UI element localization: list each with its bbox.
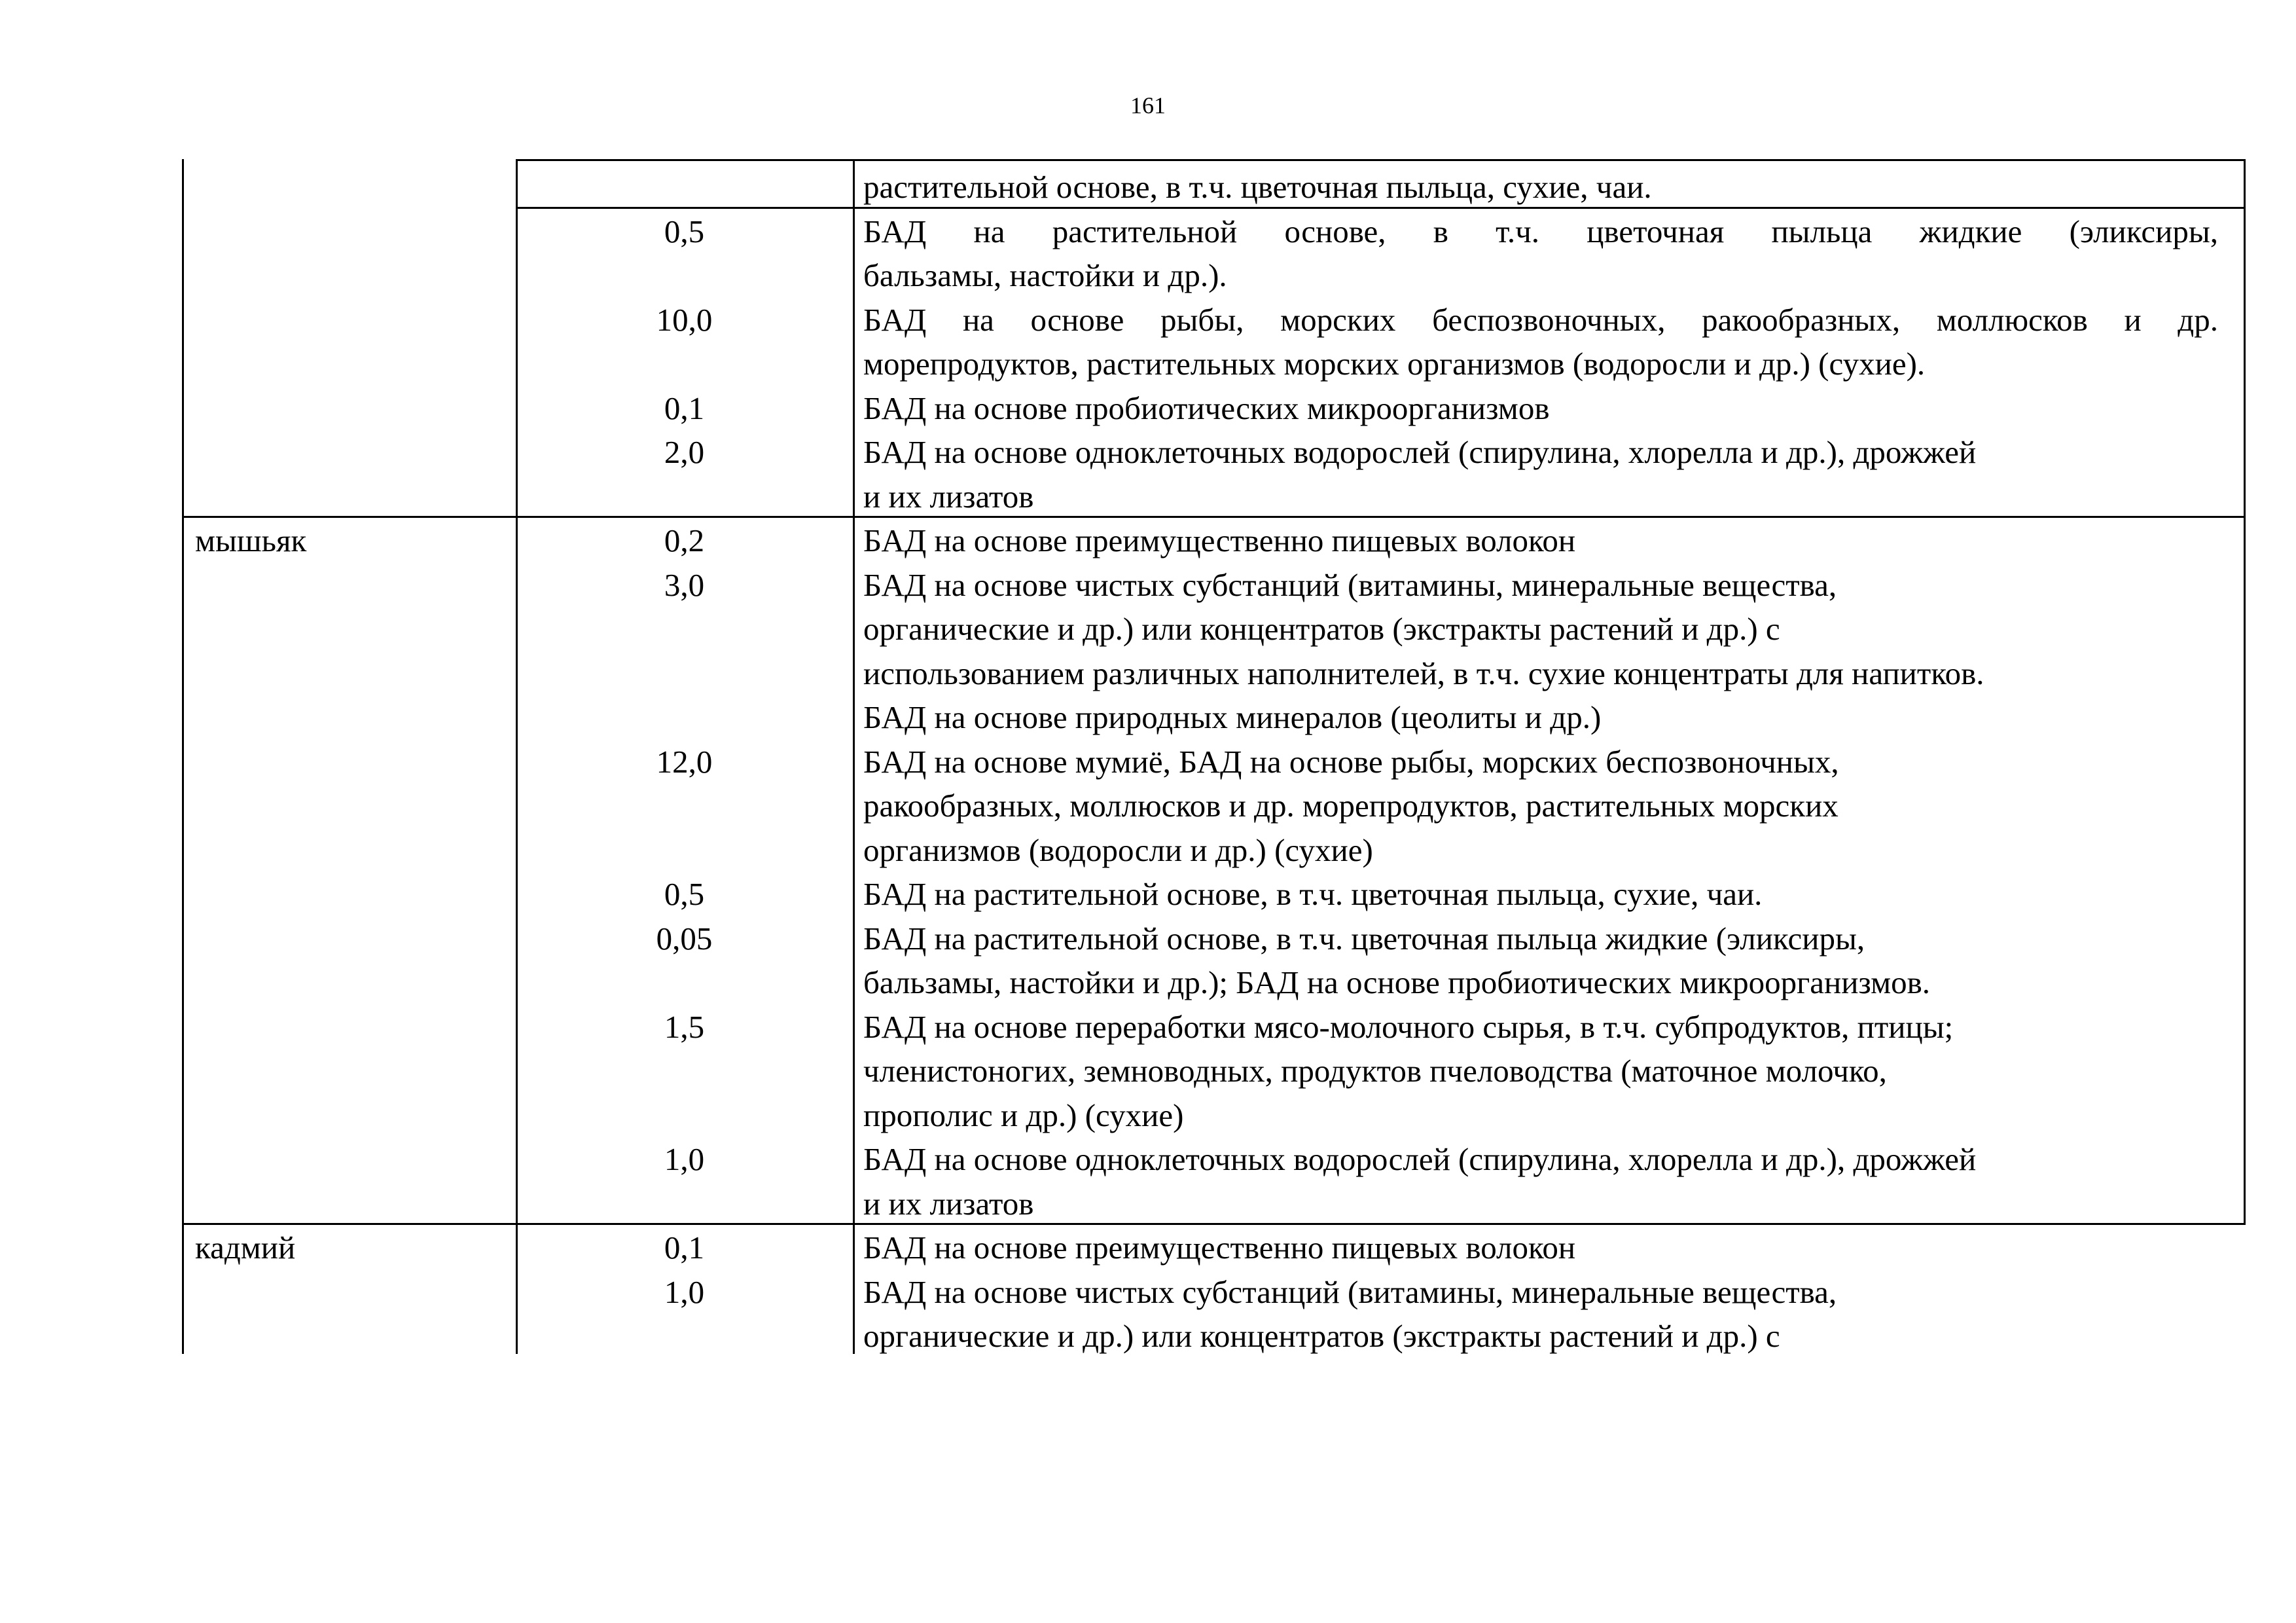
product-description-line: членистоногих, земноводных, продуктов пчеловодства (маточное молочко, <box>863 1053 1887 1089</box>
limit-value-cell: 0,5 <box>664 213 705 249</box>
product-description-line: органические и др.) или концентратов (экстракты растений и др.) с <box>863 611 1780 647</box>
product-description-line: органические и др.) или концентратов (экстракты растений и др.) с <box>863 1318 1780 1354</box>
product-description-line: БАД на основе природных минералов (цеолиты и др.) <box>863 699 1602 735</box>
product-description-line: БАД на основе переработки мясо-молочного сырья, в т.ч. субпродуктов, птицы; <box>863 1008 1954 1045</box>
limit-value-cell: 0,05 <box>656 920 713 957</box>
table-top-rule <box>516 159 2246 161</box>
column-rule <box>516 159 518 1354</box>
limit-value-cell: 0,2 <box>664 522 705 558</box>
substance-cell: мышьяк <box>195 522 307 558</box>
product-description-line: бальзамы, настойки и др.). <box>863 257 1227 293</box>
product-description-line: ракообразных, моллюсков и др. морепродуктов, растительных морских <box>863 788 1839 824</box>
product-description-line: БАД на основе одноклеточных водорослей (спирулина, хлорелла и др.), дрожжей <box>863 434 1977 470</box>
product-description-line: БАД на основе одноклеточных водорослей (спирулина, хлорелла и др.), дрожжей <box>863 1141 1977 1177</box>
limit-value-cell: 0,5 <box>664 876 705 912</box>
column-rule <box>853 159 855 1354</box>
page-number: 161 <box>1130 92 1166 119</box>
product-description-line: БАД на основе преимущественно пищевых волокон <box>863 522 1576 558</box>
column-rule <box>2244 159 2246 1225</box>
limit-value-cell: 0,1 <box>664 390 705 426</box>
product-description-line: БАД на основе пробиотических микроорганизмов <box>863 390 1550 426</box>
limit-value-cell: 2,0 <box>664 434 705 470</box>
product-description-line: БАД на основе рыбы, морских беспозвоночных, ракообразных, моллюсков и др. <box>863 301 2218 338</box>
product-description-line: БАД на основе чистых субстанций (витамины, минеральные вещества, <box>863 1273 1837 1310</box>
product-description-line: БАД на основе мумиё, БАД на основе рыбы, морских беспозвоночных, <box>863 743 1839 780</box>
product-description-line: БАД на растительной основе, в т.ч. цветочная пыльца жидкие (эликсиры, <box>863 920 1865 957</box>
product-description-line: организмов (водоросли и др.) (сухие) <box>863 831 1373 868</box>
product-description-line: БАД на растительной основе, в т.ч. цветочная пыльца, сухие, чаи. <box>863 876 1763 912</box>
product-description-line: морепродуктов, растительных морских организмов (водоросли и др.) (сухие). <box>863 346 1926 382</box>
product-description-line: БАД на основе чистых субстанций (витамины, минеральные вещества, <box>863 566 1837 603</box>
limit-value-cell: 1,0 <box>664 1141 705 1177</box>
product-description-line: БАД на растительной основе, в т.ч. цветочная пыльца жидкие (эликсиры, <box>863 213 2218 249</box>
limit-value-cell: 10,0 <box>656 301 713 338</box>
product-description-line: растительной основе, в т.ч. цветочная пыльца, сухие, чаи. <box>863 169 1652 205</box>
product-description-line: БАД на основе преимущественно пищевых волокон <box>863 1230 1576 1266</box>
limit-value-cell: 3,0 <box>664 566 705 603</box>
limit-value-cell: 0,1 <box>664 1230 705 1266</box>
limit-value-cell: 12,0 <box>656 743 713 780</box>
column-rule <box>182 159 184 1354</box>
substance-cell: кадмий <box>195 1230 296 1266</box>
row-rule <box>516 207 2246 209</box>
product-description-line: и их лизатов <box>863 1185 1034 1222</box>
product-description-line: и их лизатов <box>863 478 1034 515</box>
product-description-line: бальзамы, настойки и др.); БАД на основе пробиотических микроорганизмов. <box>863 964 1930 1000</box>
row-rule <box>182 516 2246 518</box>
limit-value-cell: 1,0 <box>664 1273 705 1310</box>
limit-value-cell: 1,5 <box>664 1008 705 1045</box>
product-description-line: прополис и др.) (сухие) <box>863 1097 1184 1133</box>
product-description-line: использованием различных наполнителей, в т.ч. сухие концентраты для напитков. <box>863 655 1984 691</box>
row-rule <box>182 1223 2246 1225</box>
